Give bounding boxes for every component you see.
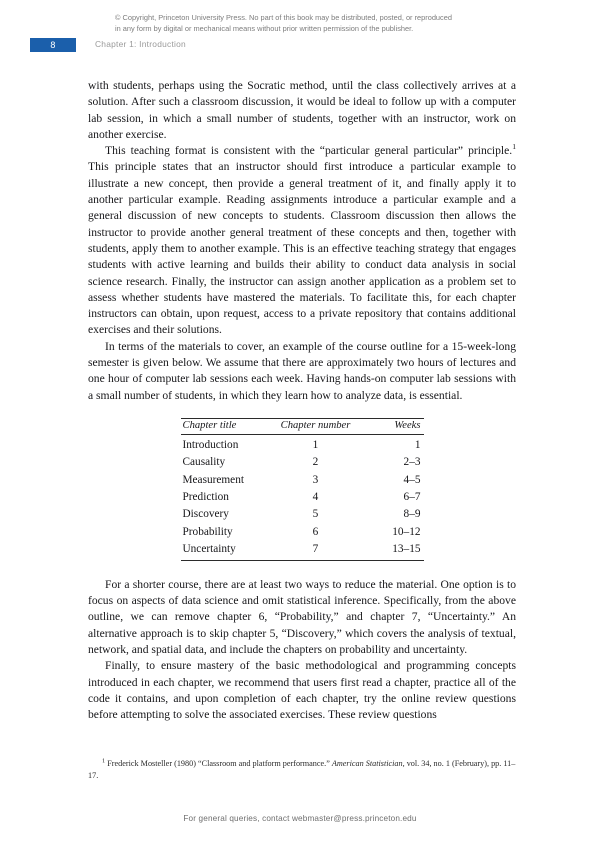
table-header (181, 418, 424, 434)
table-row (181, 434, 424, 453)
column-header-chapter-title: Chapter title (181, 418, 277, 434)
table-row (181, 454, 424, 471)
cell-weeks: 4–5 (403, 473, 421, 486)
paragraph-2-lead: This teaching format is consistent with the “particular general particular” principle. (105, 144, 513, 158)
footnote-indent-spacer (88, 759, 102, 768)
page-footer-contact: For general queries, contact webmaster@press.princeton.edu (183, 814, 417, 823)
table-body (181, 434, 424, 560)
footnote-block (88, 758, 516, 782)
paragraph-mastery (88, 658, 516, 723)
cell-chapter-title: Probability (182, 525, 233, 538)
paragraph-course-materials (88, 339, 516, 404)
paragraph-5-text: Finally, to ensure mastery of the basic methodological and programming concepts introduced in each chapter, we recommend that users first read a chapter, practice all of the code it contains, and upon completion of each chapter, try the online review questions before attempting to solve the associated exercises. These review questions (88, 659, 516, 722)
column-header-weeks: Weeks (355, 418, 424, 434)
cell-weeks: 13–15 (355, 541, 424, 560)
table-row (181, 506, 424, 523)
course-outline-table-wrapper (88, 418, 516, 561)
cell-chapter-number: 3 (312, 473, 319, 486)
cell-chapter-title: Discovery (182, 508, 229, 521)
cell-chapter-number: 1 (312, 438, 319, 451)
cell-chapter-title: Measurement (182, 473, 244, 486)
footnote-text-tail: vol. 34, no. 1 (February), pp. 11–17. (88, 759, 516, 781)
chapter-running-title: Chapter 1: Introduction (95, 39, 186, 49)
cell-weeks: 1 (414, 438, 421, 451)
paragraph-4-text: For a shorter course, there are at least two ways to reduce the material. One option is to focus on aspects of data science and omit statistical inference. Specifically, from the above outline, we can remove chapter 6, “Probability,” and chapter 7, “Uncertainty.” An alternative approach is to skip chapter 5, “Discovery,” which covers the analysis of textual, network, and spatial data, and include the chapters on probability and uncertainty. (88, 577, 516, 656)
cell-chapter-number: 2 (312, 456, 319, 469)
cell-chapter-title: Introduction (182, 438, 239, 451)
paragraph-teaching-format (88, 143, 516, 339)
cell-chapter-number: 7 (277, 541, 355, 560)
running-head (0, 36, 600, 54)
column-header-chapter-number: Chapter number (277, 418, 355, 434)
table-row (181, 523, 424, 540)
cell-weeks: 10–12 (392, 525, 421, 538)
cell-chapter-number: 6 (312, 525, 319, 538)
page-number-badge: 8 (30, 38, 76, 52)
cell-weeks: 6–7 (403, 491, 421, 504)
cell-chapter-number: 5 (312, 508, 319, 521)
paragraph-1-text: with students, perhaps using the Socratic method, until the class collectively arrives at a solution. After such a classroom discussion, it would be ideal to follow up with a computer lab session, in which a small number of students, together with an instructor, work on another exercise. (88, 79, 516, 141)
course-outline-table (181, 418, 424, 561)
cell-chapter-title: Causality (182, 456, 226, 469)
cell-weeks: 8–9 (403, 508, 421, 521)
cell-chapter-number: 4 (312, 491, 319, 504)
footnote-text-lead: Frederick Mosteller (1980) “Classroom and platform performance.” (105, 759, 332, 768)
footnote-number: 1 (102, 757, 106, 765)
copyright-notice: © Copyright, Princeton University Press. No part of this book may be distributed, posted, or reproduced in any form by digital or mechanical means without prior written permission of the publisher. (115, 13, 452, 34)
cell-chapter-title: Prediction (182, 491, 229, 504)
main-text-column (88, 78, 516, 723)
cell-weeks: 2–3 (403, 456, 421, 469)
paragraph-shorter-course (88, 577, 516, 658)
table-row (181, 471, 424, 488)
paragraph-3-text: In terms of the materials to cover, an example of the course outline for a 15-week-long semester is given below. We assume that there are approximately two hours of lectures and one hour of computer lab sessions each week. Having hands-on computer lab sessions with a small number of students, in which they learn how to analyze data, is essential. (88, 339, 516, 402)
cell-chapter-title: Uncertainty (181, 541, 277, 560)
footnote-reference-1[interactable]: 1 (512, 142, 516, 152)
table-header-row (181, 418, 424, 434)
table-row (181, 489, 424, 506)
paragraph-2-rest: This principle states that an instructor should first introduce a particular example to illustrate a new concept, then provide a general treatment of it, and finally apply it to another particular example. Reading assignments introduce a particular example and a general discussion of new concepts to students. Classroom discussion then allows the instructor to provide another general treatment of these concepts and then, together with students, apply them to another example. This is an effective teaching strategy that engages students with active learning and builds their ability to conduct data analysis in social science research. Finally, the instructor can assign another application as a problem set to assess whether students have mastered the materials. To facilitate this, for each chapter instructors can obtain, upon request, access to a private repository that contains additional exercises and their solutions. (88, 160, 516, 337)
paragraph-continuation (88, 78, 516, 143)
footnote-journal-name: American Statistician, (331, 759, 405, 768)
table-row (181, 541, 424, 560)
